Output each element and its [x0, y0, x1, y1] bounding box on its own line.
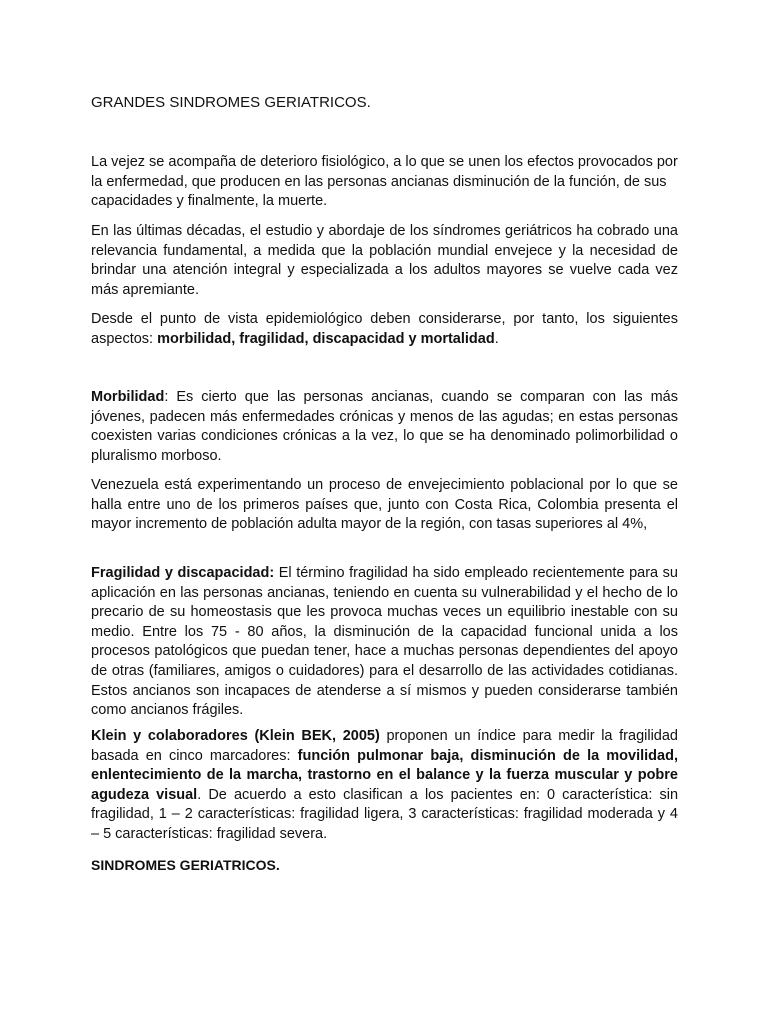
klein-text-2: . De acuerdo a esto clasifican a los pacientes en: 0 característica: sin fragilidad, 1 – 2 características: fragilidad ligera, 3 características: fragilidad moderada y 4 – 5 características: fragilidad severa.: [91, 786, 679, 842]
document-title: GRANDES SINDROMES GERIATRICOS.: [91, 94, 371, 111]
relevance-paragraph: En las últimas décadas, el estudio y abordaje de los síndromes geriátricos ha cobrado una relevancia fundamental, a medida que la población mundial envejece y la necesidad de brindar una atención integral y especializada a los adultos mayores se vuelve cada vez más apremiante.: [91, 223, 678, 298]
fragilidad-label: Fragilidad y discapacidad:: [91, 565, 275, 581]
klein-text-1: proponen un índice para medir la fragilidad basada en cinco marcadores:: [91, 728, 678, 764]
morbilidad-paragraph: [91, 388, 678, 466]
aspects-bold: morbilidad, fragilidad, discapacidad y mortalidad: [157, 330, 495, 347]
aspects-text: Desde el punto de vista epidemiológico deben considerarse, por tanto, los siguientes aspectos:: [91, 311, 678, 347]
fragilidad-text: El término fragilidad ha sido empleado recientemente para su aplicación en las personas ancianas, teniendo en cuenta su vulnerabilidad y el hecho de lo precario de su homeostasis que les provoca muchas veces un equilibrio inestable con su medio. Entre los 75 - 80 años, la disminución de la capacidad funcional unida a los procesos patológicos que puedan tener, hace a muchas personas dependientes del apoyo de otras (familiares, amigos o cuidadores) para el desarrollo de las actividades cotidianas. Estos ancianos son incapaces de atenderse a sí mismos y pueden considerarse también como ancianos frágiles.: [91, 565, 678, 719]
klein-markers: función pulmonar baja, disminución de la movilidad, enlentecimiento de la marcha, trastorno en el balance y la fuerza muscular y pobre agudeza visual: [91, 747, 678, 803]
klein-paragraph: [91, 727, 678, 845]
aspects-end: .: [494, 330, 499, 347]
morbilidad-label: Morbilidad: [91, 389, 165, 405]
section-title: SINDROMES GERIATRICOS.: [91, 857, 280, 873]
intro-paragraph: La vejez se acompaña de deterioro fisiológico, a lo que se unen los efectos provocados por la enfermedad, que producen en las personas ancianas disminución de la función, de sus capacidades y finalmente, la muerte.: [91, 154, 678, 210]
venezuela-paragraph: Venezuela está experimentando un proceso de envejecimiento poblacional por lo que se halla entre uno de los primeros países que, junto con Costa Rica, Colombia presenta el mayor incremento de población adulta mayor de la región, con tasas superiores al 4%,: [91, 477, 678, 533]
morbilidad-text: : Es cierto que las personas ancianas, cuando se comparan con las más jóvenes, padecen más enfermedades crónicas y menos de las agudas; en estas personas coexisten varias condiciones crónicas a la vez, lo que se ha denominado polimorbilidad o pluralismo morboso.: [91, 389, 678, 464]
klein-label: Klein y colaboradores (Klein BEK, 2005): [91, 728, 380, 744]
aspects-paragraph: [91, 310, 678, 349]
fragilidad-paragraph: [91, 564, 678, 721]
